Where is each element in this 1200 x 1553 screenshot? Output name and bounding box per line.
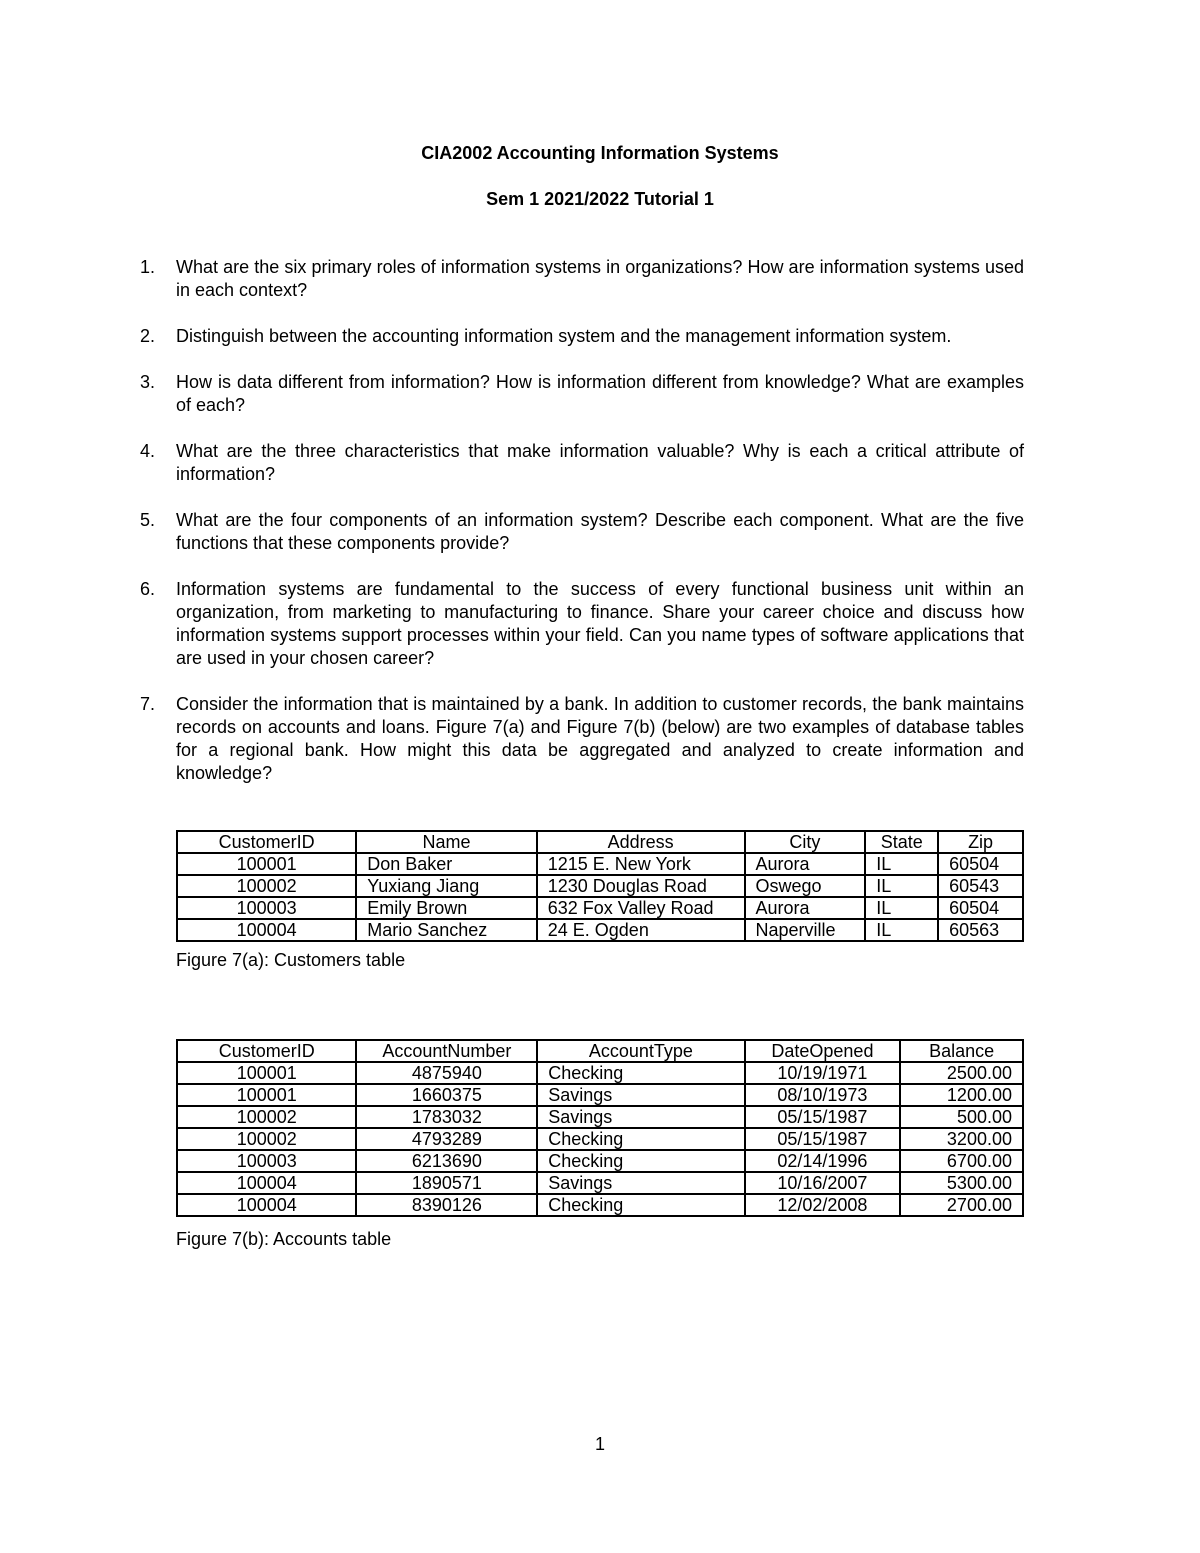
question-item: [140, 371, 1024, 417]
column-header: AccountNumber: [356, 1040, 537, 1062]
table-cell: 1200.00: [900, 1084, 1023, 1106]
table-cell: Savings: [537, 1172, 744, 1194]
table-row: [177, 1084, 1023, 1106]
column-header: Name: [356, 831, 537, 853]
table-row: [177, 853, 1023, 875]
table-cell: 1215 E. New York: [537, 853, 745, 875]
table-cell: 100002: [177, 1106, 356, 1128]
question-number: 1.: [140, 257, 156, 277]
document-subtitle: Sem 1 2021/2022 Tutorial 1: [486, 189, 714, 209]
accounts-table: [176, 1039, 1024, 1217]
table-cell: 632 Fox Valley Road: [537, 897, 745, 919]
table-cell: 05/15/1987: [745, 1128, 901, 1150]
table-cell: 4875940: [356, 1062, 537, 1084]
column-header: City: [745, 831, 866, 853]
table-cell: IL: [865, 897, 938, 919]
table-cell: Naperville: [745, 919, 866, 941]
table-cell: 100002: [177, 875, 356, 897]
table-cell: Aurora: [745, 897, 866, 919]
question-text: Information systems are fundamental to the success of every functional business unit within an organization, from marketing to manufacturing to finance. Share your career choice and discuss how information systems support processes within your field. Can you name types of software applications that are used in your chosen career?: [176, 579, 1024, 668]
table-cell: 05/15/1987: [745, 1106, 901, 1128]
table-row: [177, 1106, 1023, 1128]
figure-caption: Figure 7(b): Accounts table: [176, 1229, 392, 1249]
table-cell: 6213690: [356, 1150, 537, 1172]
question-text: How is data different from information? How is information different from knowledge? What are examples of each?: [176, 372, 1024, 415]
table-cell: 1230 Douglas Road: [537, 875, 745, 897]
table-cell: 2700.00: [900, 1194, 1023, 1216]
table-cell: 100004: [177, 919, 356, 941]
column-header: AccountType: [537, 1040, 744, 1062]
table-cell: 60543: [938, 875, 1023, 897]
figure-caption: Figure 7(a): Customers table: [176, 950, 406, 970]
question-item: [140, 256, 1024, 302]
question-text: What are the four components of an information system? Describe each component. What are the five functions that these components provide?: [176, 510, 1024, 553]
table-cell: 8390126: [356, 1194, 537, 1216]
question-item: [140, 578, 1024, 670]
question-text: Consider the information that is maintained by a bank. In addition to customer records, the bank maintains records on accounts and loans. Figure 7(a) and Figure 7(b) (below) are two examples of database tables for a regional bank. How might this data be aggregated and analyzed to create information and knowledge?: [176, 694, 1024, 783]
table-cell: 100001: [177, 853, 356, 875]
question-item: [140, 509, 1024, 555]
table-cell: 2500.00: [900, 1062, 1023, 1084]
question-item: [140, 693, 1024, 785]
table-cell: Don Baker: [356, 853, 537, 875]
table-cell: Checking: [537, 1128, 744, 1150]
page-number: 1: [594, 1434, 605, 1454]
table-cell: IL: [865, 919, 938, 941]
table-cell: Mario Sanchez: [356, 919, 537, 941]
table-cell: IL: [865, 853, 938, 875]
table-cell: IL: [865, 875, 938, 897]
question-number: 4.: [140, 441, 156, 461]
customers-table: [176, 830, 1024, 942]
table-cell: Yuxiang Jiang: [356, 875, 537, 897]
table-header-row: [177, 831, 1023, 853]
table-cell: 100001: [177, 1084, 356, 1106]
document-title: CIA2002 Accounting Information Systems: [421, 143, 779, 163]
table-cell: 6700.00: [900, 1150, 1023, 1172]
table-cell: Emily Brown: [356, 897, 537, 919]
column-header: DateOpened: [745, 1040, 901, 1062]
question-item: [140, 325, 1024, 348]
table-header-row: [177, 1040, 1023, 1062]
table-row: [177, 1172, 1023, 1194]
question-number: 6.: [140, 579, 156, 599]
table-cell: 100003: [177, 1150, 356, 1172]
table-cell: 02/14/1996: [745, 1150, 901, 1172]
table-cell: 4793289: [356, 1128, 537, 1150]
table-row: [177, 875, 1023, 897]
table-cell: Aurora: [745, 853, 866, 875]
table-cell: 100002: [177, 1128, 356, 1150]
table-cell: 1783032: [356, 1106, 537, 1128]
table-cell: 100004: [177, 1172, 356, 1194]
table-cell: Savings: [537, 1106, 744, 1128]
table-cell: 60504: [938, 897, 1023, 919]
table-cell: 1890571: [356, 1172, 537, 1194]
table-cell: 60563: [938, 919, 1023, 941]
table-cell: 100001: [177, 1062, 356, 1084]
table-cell: 3200.00: [900, 1128, 1023, 1150]
table-row: [177, 897, 1023, 919]
column-header: Address: [537, 831, 745, 853]
question-item: [140, 440, 1024, 486]
table-cell: 5300.00: [900, 1172, 1023, 1194]
question-number: 7.: [140, 694, 156, 714]
column-header: Balance: [900, 1040, 1023, 1062]
table-cell: Oswego: [745, 875, 866, 897]
table-cell: 12/02/2008: [745, 1194, 901, 1216]
question-number: 5.: [140, 510, 156, 530]
table-cell: 24 E. Ogden: [537, 919, 745, 941]
table-row: [177, 1150, 1023, 1172]
table-cell: 10/16/2007: [745, 1172, 901, 1194]
table-cell: 10/19/1971: [745, 1062, 901, 1084]
table-row: [177, 1128, 1023, 1150]
question-number: 3.: [140, 372, 156, 392]
table-cell: 100004: [177, 1194, 356, 1216]
table-cell: 500.00: [900, 1106, 1023, 1128]
table-cell: 1660375: [356, 1084, 537, 1106]
question-number: 2.: [140, 326, 156, 346]
column-header: CustomerID: [177, 1040, 356, 1062]
column-header: Zip: [938, 831, 1023, 853]
table-cell: 60504: [938, 853, 1023, 875]
table-cell: Savings: [537, 1084, 744, 1106]
column-header: State: [865, 831, 938, 853]
question-text: Distinguish between the accounting information system and the management information system.: [176, 326, 952, 346]
table-cell: 08/10/1973: [745, 1084, 901, 1106]
table-cell: Checking: [537, 1062, 744, 1084]
table-row: [177, 1062, 1023, 1084]
table-cell: 100003: [177, 897, 356, 919]
question-text: What are the three characteristics that make information valuable? Why is each a critical attribute of information?: [176, 441, 1024, 484]
table-cell: Checking: [537, 1150, 744, 1172]
question-list: [140, 256, 1024, 808]
column-header: CustomerID: [177, 831, 356, 853]
table-row: [177, 1194, 1023, 1216]
table-cell: Checking: [537, 1194, 744, 1216]
question-text: What are the six primary roles of information systems in organizations? How are information systems used in each context?: [176, 257, 1024, 300]
table-row: [177, 919, 1023, 941]
